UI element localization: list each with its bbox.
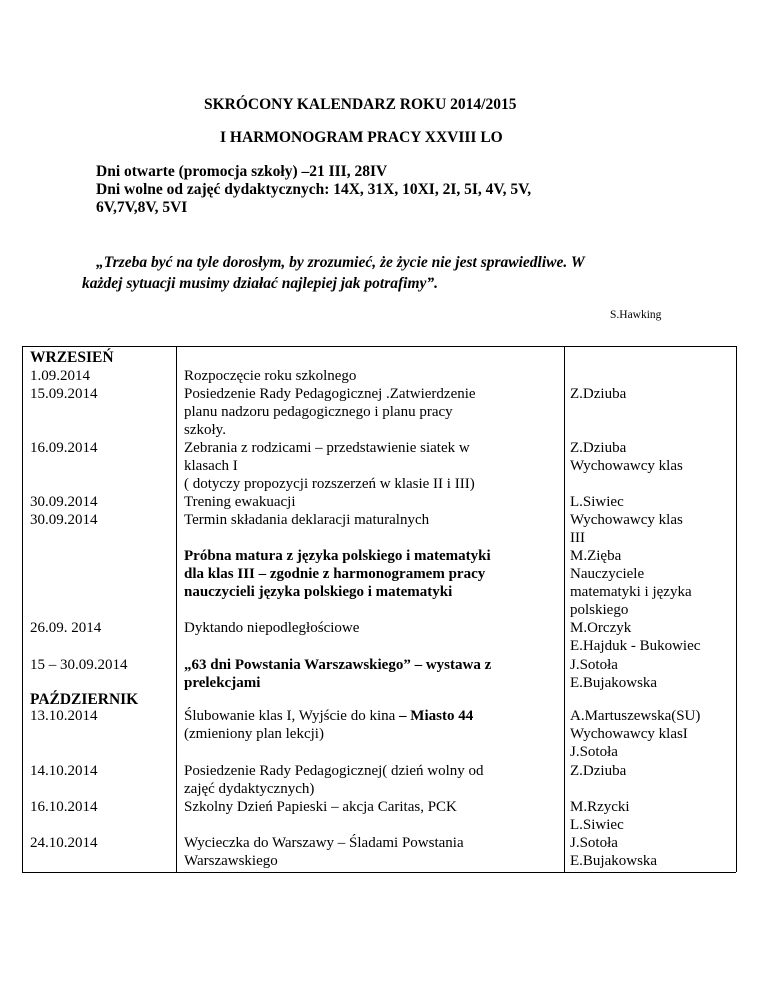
table-divider-2 xyxy=(564,346,565,819)
date-cell: 16.10.2014 xyxy=(30,799,98,815)
person-cell: matematyki i języka xyxy=(570,584,692,600)
month-september: WRZESIEŃ xyxy=(30,349,114,366)
event-cell xyxy=(184,707,473,725)
quote-author: S.Hawking xyxy=(610,309,662,321)
person-cell: L.Siwiec xyxy=(570,494,624,510)
event-cell: klasach I xyxy=(184,458,238,474)
person-cell: M.Zięba xyxy=(570,548,622,564)
person-cell: polskiego xyxy=(570,602,629,618)
table-border-left-ext xyxy=(22,819,23,872)
person-cell: Z.Dziuba xyxy=(570,386,627,402)
table-border-right xyxy=(736,346,737,819)
event-cell: Dyktando niepodległościowe xyxy=(184,620,360,636)
event-cell: dla klas III – zgodnie z harmonogramem pracy xyxy=(184,566,486,582)
event-cell: Wycieczka do Warszawy – Śladami Powstania xyxy=(184,835,464,851)
event-text: Ślubowanie klas I, Wyjście do kina xyxy=(184,708,400,724)
person-cell: Z.Dziuba xyxy=(570,440,627,456)
person-cell: Wychowawcy klasI xyxy=(570,726,688,742)
date-cell: 16.09.2014 xyxy=(30,440,98,456)
event-cell: Szkolny Dzień Papieski – akcja Caritas, PCK xyxy=(184,799,457,815)
quote-line-1: „Trzeba być na tyle dorosłym, by zrozumieć, że życie nie jest sprawiedliwe. W xyxy=(96,254,585,271)
person-cell: Z.Dziuba xyxy=(570,763,627,779)
document-title: SKRÓCONY KALENDARZ ROKU 2014/2015 xyxy=(204,96,517,113)
person-cell: E.Bujakowska xyxy=(570,675,658,691)
event-cell: szkoły. xyxy=(184,422,226,438)
date-cell: 26.09. 2014 xyxy=(30,620,102,636)
month-october: PAŹDZIERNIK xyxy=(30,691,139,708)
person-cell: E.Bujakowska xyxy=(570,853,658,869)
table-divider-1 xyxy=(176,346,177,819)
person-cell: A.Martuszewska(SU) xyxy=(570,708,701,724)
event-cell: Próbna matura z języka polskiego i matematyki xyxy=(184,548,491,564)
table-border-top xyxy=(22,346,736,347)
person-cell: Wychowawcy klas xyxy=(570,458,683,474)
event-cell: prelekcjami xyxy=(184,675,261,691)
person-cell: Nauczyciele xyxy=(570,566,645,582)
event-cell: zajęć dydaktycznych) xyxy=(184,781,315,797)
person-cell: J.Sotoła xyxy=(570,657,618,673)
event-cell: Warszawskiego xyxy=(184,853,278,869)
table-border-bottom-final xyxy=(22,872,736,873)
event-text-bold: – Miasto 44 xyxy=(399,708,474,724)
event-cell: Rozpoczęcie roku szkolnego xyxy=(184,368,357,384)
event-cell: (zmieniony plan lekcji) xyxy=(184,726,324,742)
open-days-line: Dni otwarte (promocja szkoły) –21 III, 28IV xyxy=(96,163,388,180)
event-cell: Posiedzenie Rady Pedagogicznej( dzień wolny od xyxy=(184,763,484,779)
table-border-right-ext xyxy=(736,819,737,872)
free-days-line-2: 6V,7V,8V, 5VI xyxy=(96,199,188,216)
event-cell: planu nadzoru pedagogicznego i planu pracy xyxy=(184,404,453,420)
date-cell: 24.10.2014 xyxy=(30,835,98,851)
table-divider-2-ext xyxy=(564,819,565,872)
quote-line-2: każdej sytuacji musimy działać najlepiej jak potrafimy”. xyxy=(82,275,439,292)
person-cell: M.Rzycki xyxy=(570,799,630,815)
date-cell: 15.09.2014 xyxy=(30,386,98,402)
date-cell: 15 – 30.09.2014 xyxy=(30,657,128,673)
person-cell: M.Orczyk xyxy=(570,620,632,636)
event-cell: Posiedzenie Rady Pedagogicznej .Zatwierdzenie xyxy=(184,386,476,402)
event-cell: Trening ewakuacji xyxy=(184,494,296,510)
free-days-line-1: Dni wolne od zajęć dydaktycznych: 14X, 31X, 10XI, 2I, 5I, 4V, 5V, xyxy=(96,181,532,198)
table-divider-1-ext xyxy=(176,819,177,872)
date-cell: 14.10.2014 xyxy=(30,763,98,779)
event-cell: Zebrania z rodzicami – przedstawienie siatek w xyxy=(184,440,470,456)
person-cell: E.Hajduk - Bukowiec xyxy=(570,638,701,654)
event-cell: „63 dni Powstania Warszawskiego” – wystawa z xyxy=(184,657,492,673)
date-cell: 30.09.2014 xyxy=(30,512,98,528)
event-cell: Termin składania deklaracji maturalnych xyxy=(184,512,430,528)
event-cell: nauczycieli języka polskiego i matematyki xyxy=(184,584,453,600)
person-cell: III xyxy=(570,530,585,546)
person-cell: Wychowawcy klas xyxy=(570,512,683,528)
person-cell: J.Sotoła xyxy=(570,744,618,760)
table-border-left xyxy=(22,346,23,819)
date-cell: 1.09.2014 xyxy=(30,368,90,384)
date-cell: 13.10.2014 xyxy=(30,708,98,724)
person-cell: L.Siwiec xyxy=(570,817,624,833)
date-cell: 30.09.2014 xyxy=(30,494,98,510)
document-subtitle: I HARMONOGRAM PRACY XXVIII LO xyxy=(220,129,503,146)
person-cell: J.Sotoła xyxy=(570,835,618,851)
event-cell: ( dotyczy propozycji rozszerzeń w klasie II i III) xyxy=(184,476,475,492)
